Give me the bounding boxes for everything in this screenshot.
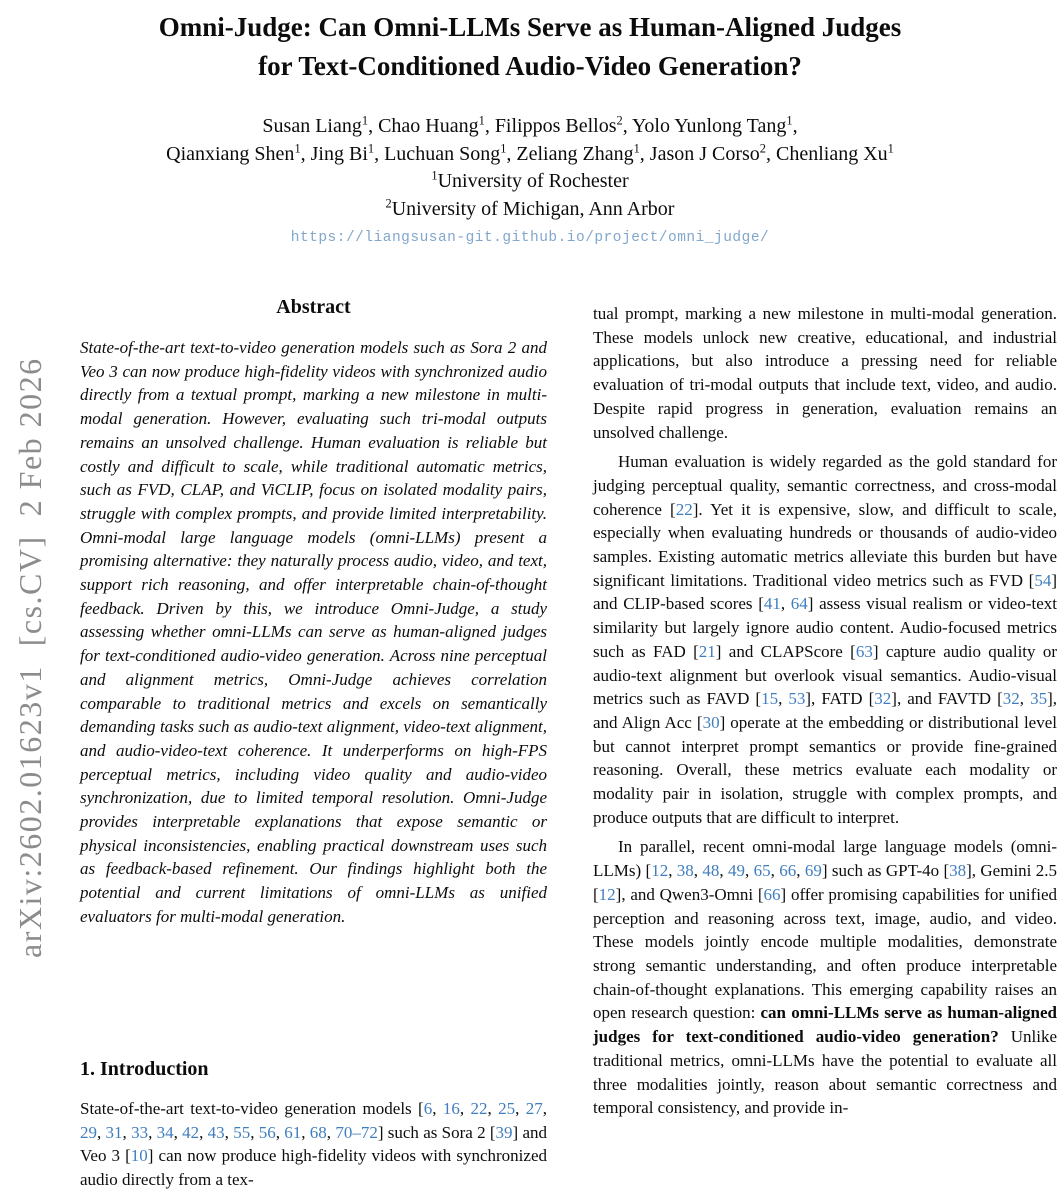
paper-title	[40, 8, 1020, 86]
abstract-heading: Abstract	[276, 296, 351, 318]
introduction-paragraph: State-of-the-art text-to-video generation models [6, 16, 22, 25, 27, 29, 31, 33, 34, 42, 43, 55, 56, 61, 68, 70–72] such as Sora 2 [39] and Veo 3 [10] can now produce high-fidelity videos with synchronized audio directly from a tex-	[80, 1099, 548, 1190]
affiliation-1: $^1$University of Rochester	[431, 168, 629, 192]
abstract-section	[80, 296, 547, 946]
author-line-2: Qianxiang Shen$^1$, Jing Bi$^1$, Luchuan Song$^1$, Zeliang Zhang$^1$, Jason J Corso$^2$, Chenliang Xu$^1$	[166, 140, 894, 165]
title-block	[0, 0, 1060, 246]
introduction-section	[80, 1058, 547, 1192]
affiliation-2: $^2$University of Michigan, Ann Arbor	[385, 195, 675, 220]
body-paragraph: tual prompt, marking a new milestone in multi-modal generation. These models unlock new creative, educational, and industrial applications, but also introduce a pressing need for reliable evaluation of tri-modal outputs that include text, video, and audio. Despite rapid progress in generation, evaluation remains an unsolved challenge.	[593, 304, 1057, 442]
author-list	[0, 113, 1060, 168]
paper-title-line1: Omni-Judge: Can Omni-LLMs Serve as Human-Aligned Judges	[158, 12, 902, 42]
abstract-body: State-of-the-art text-to-video generation models such as Sora 2 and Veo 3 can now produce high-fidelity videos with synchronized audio directly from a textual prompt, marking a new milestone in multi-modal generation. However, evaluating such tri-modal outputs remains an unsolved challenge. Human evaluation is reliable but costly and difficult to scale, while traditional automatic metrics, such as FVD, CLAP, and ViCLIP, focus on isolated modality pairs, struggle with complex prompts, and provide limited interpretability. Omni-modal large language models (omni-LLMs) present a promising alternative: they naturally process audio, video, and text, support rich reasoning, and offer interpretable chain-of-thought feedback. Driven by this, we introduce Omni-Judge, a study assessing whether omni-LLMs can serve as human-aligned judges for text-conditioned audio-video generation. Across nine perceptual and alignment metrics, Omni-Judge achieves correlation comparable to traditional metrics and excels on semantically demanding tasks such as audio-text alignment, video-text alignment, and audio-video-text coherence. It underperforms on high-FPS perceptual metrics, including video quality and audio-video synchronization, due to limited temporal resolution. Omni-Judge provides interpretable explanations that expose semantic or physical inconsistencies, enabling practical downstream uses such as feedback-based refinement. Our findings highlight both the potential and current limitations of omni-LLMs as unified evaluators for multi-modal generation.	[80, 338, 547, 926]
arxiv-watermark: arXiv:2602.01623v1 [cs.CV] 2 Feb 2026	[12, 357, 48, 958]
project-url-link[interactable]: https://liangsusan-git.github.io/project/omni_judge/	[290, 230, 770, 246]
author-line-1: Susan Liang$^1$, Chao Huang$^1$, Filippos Bellos$^2$, Yolo Yunlong Tang$^1$,	[262, 113, 798, 137]
paper-title-line2: for Text-Conditioned Audio-Video Generation?	[258, 51, 802, 81]
body-paragraph: Human evaluation is widely regarded as the gold standard for judging perceptual quality, semantic correctness, and cross-modal coherence [22]. Yet it is expensive, slow, and difficult to scale, especially when evaluating hundreds or thousands of audio-video samples. Existing automatic metrics alleviate this burden but have significant limitations. Traditional video metrics such as FVD [54] and CLIP-based scores [41, 64] assess visual realism or video-text similarity but largely ignore audio content. Audio-focused metrics such as FAD [21] and CLAPScore [63] capture audio quality or audio-text alignment but overlook visual semantics. Audio-visual metrics such as FAVD [15, 53], FATD [32], and FAVTD [32, 35], and Align Acc [30] operate at the embedding or distributional level but cannot interpret prompt semantics or provide fine-grained reasoning. Overall, these metrics evaluate each modality or modality pair in isolation, struggle with complex prompts, and produce outputs that are difficult to interpret.	[593, 452, 1058, 827]
body-paragraph: In parallel, recent omni-modal large language models (omni-LLMs) [12, 38, 48, 49, 65, 66, 69] such as GPT-4o [38], Gemini 2.5 [12], and Qwen3-Omni [66] offer promising capabilities for unified perception and reasoning across text, image, audio, and video. These models jointly encode multiple modalities, demonstrate strong semantic understanding, and often produce interpretable chain-of-thought explanations. This emerging capability raises an open research question: can omni-LLMs serve as human-aligned judges for text-conditioned audio-video generation? Unlike traditional metrics, omni-LLMs have the potential to evaluate all three modalities jointly, reason about semantic correctness and temporal consistency, and provide in-	[593, 837, 1058, 1118]
introduction-heading: 1. Introduction	[80, 1058, 209, 1080]
right-column	[593, 302, 1057, 1120]
